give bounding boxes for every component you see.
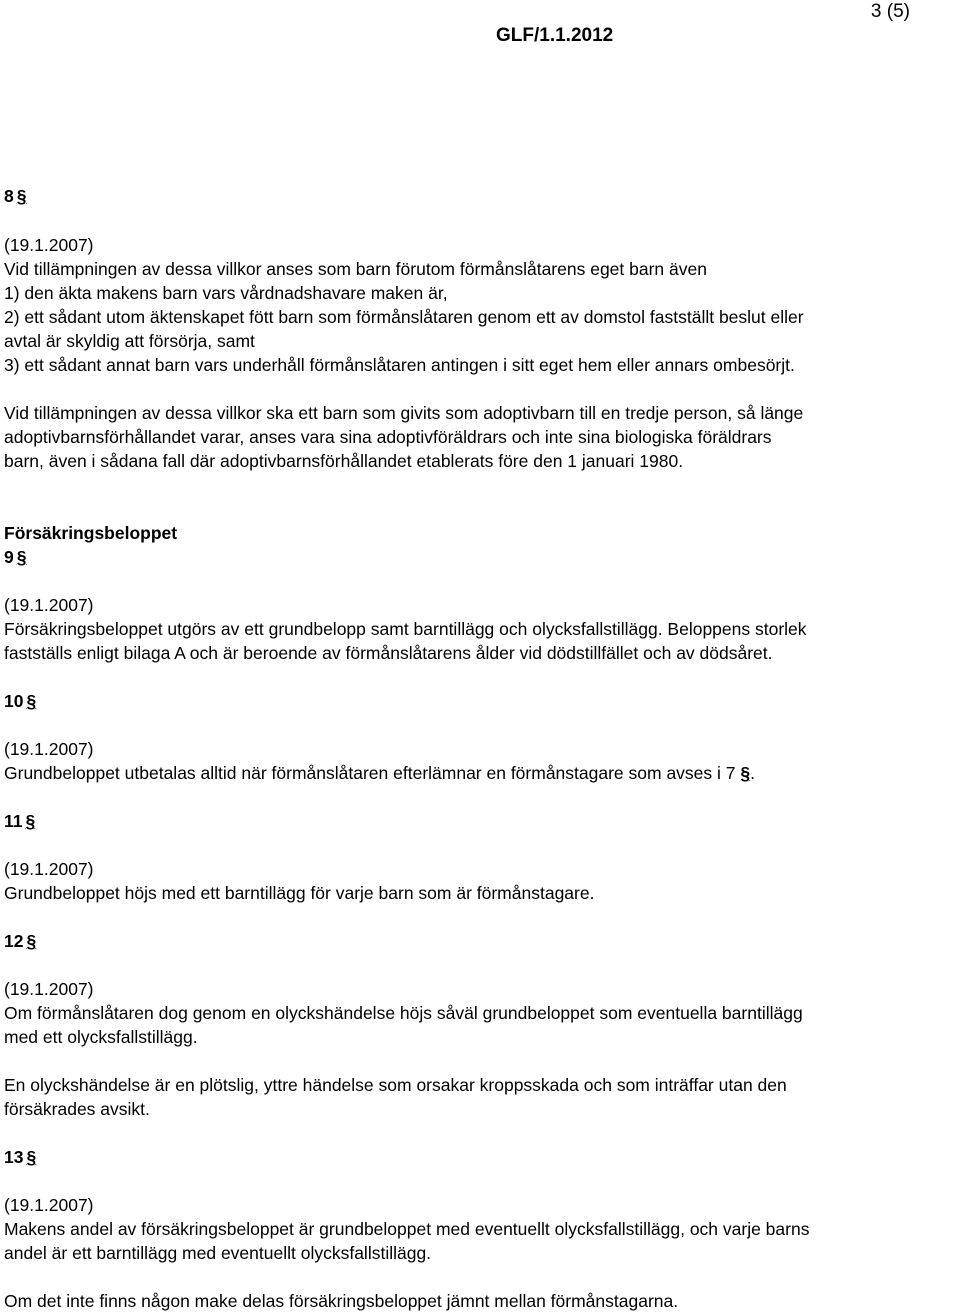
section-9-date: (19.1.2007) (4, 595, 94, 615)
section-number: 9 (4, 547, 14, 567)
paragraph-symbol: § (16, 547, 27, 567)
paragraph-symbol: § (740, 763, 751, 783)
section-11-line: Grundbeloppet höjs med ett barntillägg för varje barn som är förmånstagare. (4, 883, 595, 903)
paragraph-symbol: § (26, 691, 37, 711)
section-13-date: (19.1.2007) (4, 1195, 94, 1215)
paragraph-symbol: § (26, 931, 37, 951)
section-number: 10 (4, 691, 24, 711)
section-number: 8 (4, 186, 14, 206)
paragraph-symbol: § (26, 1147, 37, 1167)
section-8-line: 3) ett sådant annat barn vars underhåll förmånslåtaren antingen i sitt eget hem eller annars ombesörjt. (4, 355, 795, 375)
section-10-period: . (750, 763, 755, 783)
page-number: 3 (5) (870, 1, 910, 22)
section-number: 11 (4, 811, 23, 831)
section-8-paragraph-line: adoptivbarnsförhållandet varar, anses vara sina adoptivföräldrars och inte sina biologiska föräldrars (4, 427, 772, 447)
section-10-date: (19.1.2007) (4, 739, 94, 759)
section-9-line: Försäkringsbeloppet utgörs av ett grundbelopp samt barntillägg och olycksfallstillägg. Beloppens storlek (4, 619, 807, 639)
section-8-heading (4, 184, 26, 208)
section-12-paragraph-line: En olyckshändelse är en plötslig, yttre händelse som orsakar kroppsskada och som inträffar utan den (4, 1075, 787, 1095)
section-8-line: 1) den äkta makens barn vars vårdnadshavare maken är, (4, 283, 448, 303)
section-13-line: Makens andel av försäkringsbeloppet är grundbeloppet med eventuellt olycksfallstillägg, och varje barns (4, 1219, 810, 1239)
section-8-paragraph-line: barn, även i sådana fall där adoptivbarnsförhållandet etablerats före den 1 januari 1980. (4, 451, 684, 471)
section-heading: Försäkringsbeloppet (4, 523, 178, 543)
section-12-heading (4, 929, 36, 953)
document-id: GLF/1.1.2012 (496, 25, 614, 46)
section-10-heading (4, 689, 36, 713)
section-12-paragraph-line: försäkrades avsikt. (4, 1099, 150, 1119)
section-8-paragraph-line: Vid tillämpningen av dessa villkor ska ett barn som givits som adoptivbarn till en tredje person, så länge (4, 403, 804, 423)
section-8-line: 2) ett sådant utom äktenskapet fött barn som förmånslåtaren genom ett av domstol fastställt beslut eller (4, 307, 804, 327)
section-11-heading (4, 809, 35, 833)
section-8-line: Vid tillämpningen av dessa villkor anses som barn förutom förmånslåtarens eget barn även (4, 259, 707, 279)
section-11-date: (19.1.2007) (4, 859, 94, 879)
section-12-line: Om förmånslåtaren dog genom en olyckshändelse höjs såväl grundbeloppet som eventuella barntillägg (4, 1003, 803, 1023)
section-13-paragraph-line: Om det inte finns någon make delas försäkringsbeloppet jämnt mellan förmånstagarna. (4, 1291, 679, 1311)
section-number: 12 (4, 931, 24, 951)
section-9-line: fastställs enligt bilaga A och är beroende av förmånslåtarens ålder vid dödstillfället och av dödsåret. (4, 643, 773, 663)
paragraph-symbol: § (16, 186, 27, 206)
section-13-line: andel är ett barntillägg med eventuellt olycksfallstillägg. (4, 1243, 432, 1263)
section-13-heading (4, 1145, 36, 1169)
section-12-date: (19.1.2007) (4, 979, 94, 999)
section-10-line (4, 761, 755, 785)
paragraph-symbol: § (25, 811, 36, 831)
section-8-date: (19.1.2007) (4, 235, 94, 255)
section-10-text: Grundbeloppet utbetalas alltid när förmånslåtaren efterlämnar en förmånstagare som avses i 7 (4, 763, 736, 783)
section-12-line: med ett olycksfallstillägg. (4, 1027, 198, 1047)
section-8-line: avtal är skyldig att försörja, samt (4, 331, 255, 351)
section-number: 13 (4, 1147, 24, 1167)
section-9-heading (4, 545, 26, 569)
